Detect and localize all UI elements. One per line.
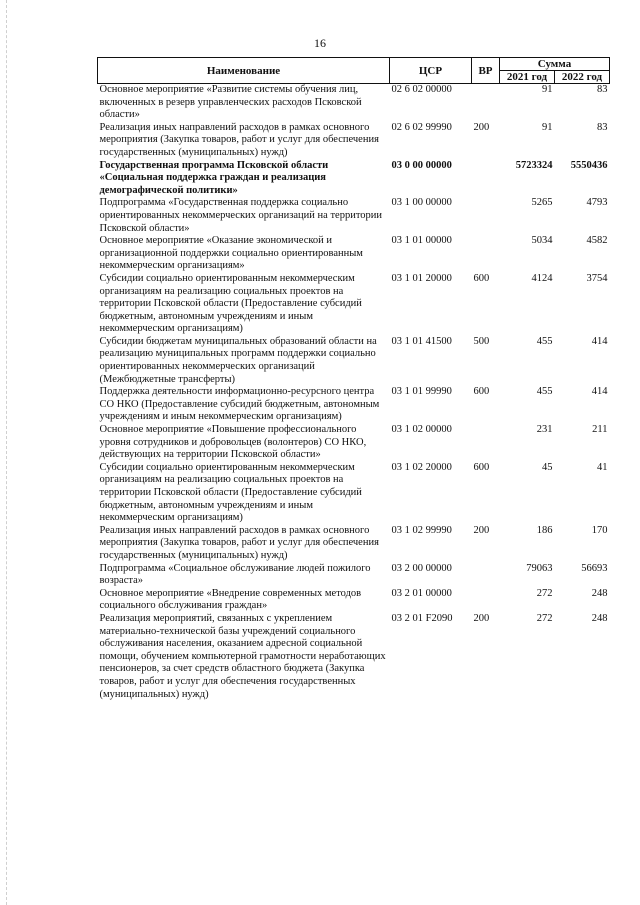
row-name: Реализация мероприятий, связанных с укреплением материально-технической базы учреждений социального обслуживания населения, оказанием адресной социальной помощи, обучением компьютерной грамотности неработающих пенсионеров, за счет средств областного бюджета (Закупка товаров, работ и услуг для обеспечения государственных (муниципальных) нужд) (99, 612, 386, 700)
row-sum-2022: 414 (591, 335, 608, 347)
row-name: Реализация иных направлений расходов в рамках основного мероприятия (Закупка товаров, работ и услуг для обеспечения государственных (муниципальных) нужд) (99, 121, 379, 158)
table-row (98, 588, 610, 613)
row-name: Основное мероприятие «Внедрение современных методов социального обслуживания граждан» (99, 587, 362, 612)
row-csr: 03 1 02 00000 (391, 424, 452, 436)
row-vr: 600 (473, 461, 490, 473)
table-row (98, 122, 610, 160)
row-csr: 03 1 01 99990 (391, 386, 452, 398)
table-row (98, 525, 610, 563)
row-sum-2022: 211 (592, 424, 608, 436)
row-name: Подпрограмма «Государственная поддержка социально ориентированных некоммерческих организаций на территории Псковской области» (99, 197, 383, 234)
row-sum-2022: 414 (591, 386, 608, 398)
row-sum-2021: 45 (542, 461, 553, 473)
row-csr: 02 6 02 00000 (391, 84, 452, 95)
row-csr: 03 1 01 41500 (391, 335, 452, 347)
row-sum-2021: 455 (536, 335, 553, 347)
row-sum-2022: 170 (591, 524, 608, 536)
table-row (98, 424, 610, 462)
row-name: Основное мероприятие «Повышение профессионального уровня сотрудников и добровольцев (волонтеров) СО НКО, действующих на территории Псковской области» (99, 424, 367, 461)
row-name: Субсидии социально ориентированным некоммерческим организациям на реализацию социальных проектов на территории Псковской области (Предоставление субсидий бюджетным, автономным учреждениям и иным некоммерческим организациям) (99, 272, 362, 335)
row-name: Подпрограмма «Социальное обслуживание людей пожилого возраста» (99, 562, 371, 587)
header-sum: Сумма (500, 58, 610, 71)
row-sum-2022: 248 (591, 587, 608, 599)
table-body (98, 84, 610, 702)
row-name: Субсидии бюджетам муниципальных образований области на реализацию муниципальных программ поддержки социально ориентированных некоммерческих организаций (Межбюджетные трансферты) (99, 335, 377, 385)
row-sum-2021: 79063 (526, 562, 553, 574)
table-row (98, 197, 610, 235)
row-sum-2021: 4124 (531, 272, 553, 284)
header-csr: ЦСР (390, 58, 472, 84)
row-name: Реализация иных направлений расходов в рамках основного мероприятия (Закупка товаров, работ и услуг для обеспечения государственных (муниципальных) нужд) (99, 524, 379, 561)
budget-table (97, 57, 610, 701)
row-sum-2022: 41 (597, 461, 608, 473)
table-row (98, 563, 610, 588)
row-sum-2021: 91 (542, 84, 553, 95)
table-row (98, 84, 610, 122)
row-sum-2022: 5550436 (570, 159, 608, 171)
row-sum-2021: 5034 (531, 235, 553, 247)
row-vr (472, 563, 500, 588)
row-sum-2021: 5723324 (515, 159, 553, 171)
table-row (98, 336, 610, 386)
row-csr: 03 1 01 00000 (391, 235, 452, 247)
row-vr: 600 (473, 272, 490, 284)
row-vr: 200 (473, 524, 490, 536)
row-sum-2022: 83 (597, 84, 608, 95)
row-sum-2021: 231 (536, 424, 553, 436)
row-name: Поддержка деятельности информационно-ресурсного центра СО НКО (Предоставление субсидий бюджетным, автономным учреждениям и иным некоммерческим организациям) (99, 386, 380, 423)
row-csr: 03 1 02 99990 (391, 524, 452, 536)
row-csr: 03 1 02 20000 (391, 461, 452, 473)
row-sum-2021: 272 (536, 587, 553, 599)
table-row (98, 462, 610, 525)
table-row (98, 273, 610, 336)
row-csr: 03 2 01 F2090 (391, 612, 453, 624)
row-csr: 03 1 00 00000 (391, 197, 452, 209)
row-sum-2021: 91 (542, 121, 553, 133)
row-vr: 200 (473, 612, 490, 624)
row-csr: 03 0 00 00000 (391, 159, 452, 171)
header-year-2022: 2022 год (555, 71, 610, 84)
row-csr: 03 1 01 20000 (391, 272, 452, 284)
row-name: Субсидии социально ориентированным некоммерческим организациям на реализацию социальных проектов на территории Псковской области (Предоставление субсидий бюджетным, автономным учреждениям и иным некоммерческим организациям) (99, 461, 362, 524)
row-name: Государственная программа Псковской области «Социальная поддержка граждан и реализация демографической политики» (99, 159, 329, 196)
row-sum-2022: 248 (591, 612, 608, 624)
row-vr (472, 197, 500, 235)
row-sum-2021: 5265 (531, 197, 553, 209)
row-sum-2022: 83 (597, 121, 608, 133)
row-sum-2022: 3754 (586, 272, 608, 284)
row-sum-2021: 455 (536, 386, 553, 398)
header-name: Наименование (98, 58, 390, 84)
row-vr (472, 84, 500, 122)
row-vr: 500 (473, 335, 490, 347)
row-vr (472, 424, 500, 462)
row-sum-2022: 4582 (586, 235, 608, 247)
table-row (98, 386, 610, 424)
row-csr: 03 2 00 00000 (391, 562, 452, 574)
table-header (98, 58, 610, 84)
page-number: 16 (314, 36, 326, 50)
row-sum-2021: 186 (536, 524, 553, 536)
row-csr: 02 6 02 99990 (391, 121, 452, 133)
row-name: Основное мероприятие «Развитие системы обучения лиц, включенных в резерв управленческих расходов Псковской области» (99, 84, 362, 121)
table-row (98, 160, 610, 198)
row-csr: 03 2 01 00000 (391, 587, 452, 599)
row-vr: 600 (473, 386, 490, 398)
row-vr (472, 160, 500, 198)
row-sum-2022: 4793 (586, 197, 608, 209)
row-vr (472, 588, 500, 613)
scan-edge (6, 0, 8, 905)
row-vr: 200 (473, 121, 490, 133)
header-year-2021: 2021 год (500, 71, 555, 84)
row-sum-2021: 272 (536, 612, 553, 624)
row-vr (472, 235, 500, 273)
row-sum-2022: 56693 (581, 562, 608, 574)
table-row (98, 235, 610, 273)
row-name: Основное мероприятие «Оказание экономической и организационной поддержки социально ориентированным некоммерческим организациям» (99, 235, 363, 272)
header-vr: ВР (472, 58, 500, 84)
table-row (98, 613, 610, 701)
